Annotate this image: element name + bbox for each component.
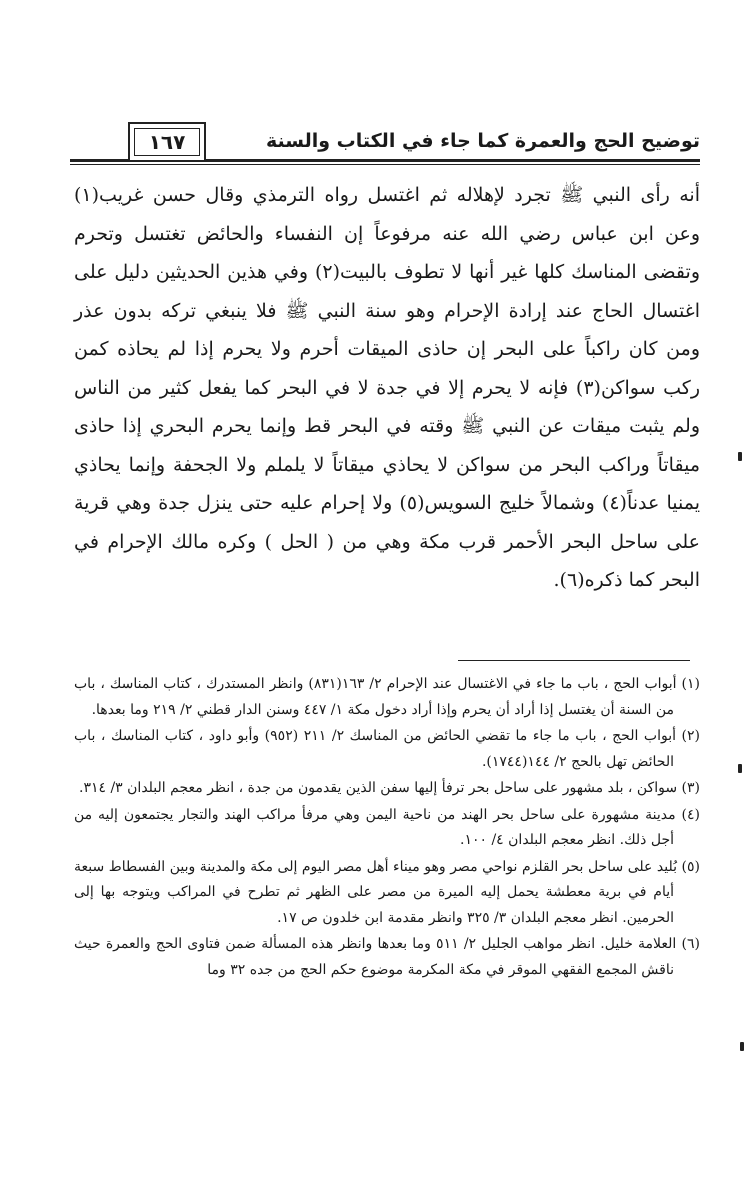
main-paragraph: أنه رأى النبي ﷺ تجرد لإهلاله ثم اغتسل رواه الترمذي وقال حسن غريب(١) وعن ابن عباس رضي الله عنه مرفوعاً إن النفساء والحائض تغتسل وتحرم وتقضى المناسك كلها غير أنها لا تطوف بالبيت(٢) وفي هذين الحديثين دليل على اغتسال الحاج عند إرادة الإحرام وهو سنة النبي ﷺ فلا ينبغي تركه بدون عذر ومن كان راكباً على البحر إن حاذى الميقات أحرم ولا يحرم إذا لم يحاذه كمن ركب سواكن(٣) فإنه لا يحرم إلا في جدة لا في البحر كما يفعل كثير من الناس ولم يثبت ميقات عن النبي ﷺ وقته في البحر قط وإنما يحرم البحري إذا حاذى ميقاتاً وراكب البحر من سواكن لا يحاذي ميقاتاً لا يلملم ولا الجحفة وإنما يحاذي يمنيا عدناً(٤) وشمالاً خليج السويس(٥) ولا إحرام عليه حتى ينزل جدة وهي قرية على ساحل البحر الأحمر قرب مكة وهي من ( الحل ) وكره مالك الإحرام في البحر كما ذكره(٦).: [74, 184, 701, 591]
margin-mark: [738, 452, 742, 461]
running-title: توضيح الحج والعمرة كما جاء في الكتاب والسنة: [265, 130, 700, 152]
footnote-4: (٤) مدينة مشهورة على ساحل بحر الهند من ناحية اليمن وهي مرفأ مراكب الهند والتجار يجتمعون إليه من أجل ذلك. انظر معجم البلدان ٤/ ١٠٠.: [74, 806, 700, 848]
margin-mark: [738, 764, 742, 773]
page-header: [70, 120, 700, 168]
footnote-5: (٥) بُليد على ساحل بحر القلزم نواحي مصر وهو ميناء أهل مصر اليوم إلى مكة والمدينة وبين الفسطاط سبعة أيام في برية معطشة يحمل إليه الميرة من مصر على الظهر ثم تطرح في المراكب ويتوجه بها إلى الحرمين. انظر معجم البلدان ٣/ ٣٢٥ وانظر مقدمة ابن خلدون ص ١٧.: [74, 858, 700, 926]
footnote-3: (٣) سواكن ، بلد مشهور على ساحل بحر ترفأ إليها سفن الذين يقدمون من جدة ، انظر معجم البلدان ٣/ ٣١٤.: [78, 780, 700, 796]
main-text: [74, 176, 700, 600]
footnote-6: (٦) العلامة خليل. انظر مواهب الجليل ٢/ ٥١١ وما بعدها وانظر هذه المسألة ضمن فتاوى الحج والعمرة حيث ناقش المجمع الفقهي الموقر في مكة المكرمة موضوع حكم الحج من جده ٣٢ وما: [74, 936, 700, 978]
margin-mark: [740, 1042, 744, 1051]
header-rule-thin: [70, 164, 700, 165]
footnote-separator: [458, 660, 690, 661]
footnotes: [74, 672, 700, 984]
footnote-2: (٢) أبواب الحج ، باب ما جاء ما تقضي الحائض من المناسك ٢/ ٢١١ (٩٥٢) وأبو داود ، كتاب المناسك ، باب الحائض تهل بالحج ٢/ ١٤٤(١٧٤٤).: [74, 728, 701, 770]
page-number: ١٦٧: [134, 128, 200, 156]
page-number-box: [128, 122, 206, 162]
footnote-1: (١) أبواب الحج ، باب ما جاء في الاغتسال عند الإحرام ٢/ ١٦٣(٨٣١) وانظر المستدرك ، كتاب المناسك ، باب من السنة أن يغتسل إذا أراد أن يحرم وإذا أراد دخول مكة ١/ ٤٤٧ وسنن الدار قطني ٢/ ٢١٩ وما بعدها.: [74, 676, 700, 718]
